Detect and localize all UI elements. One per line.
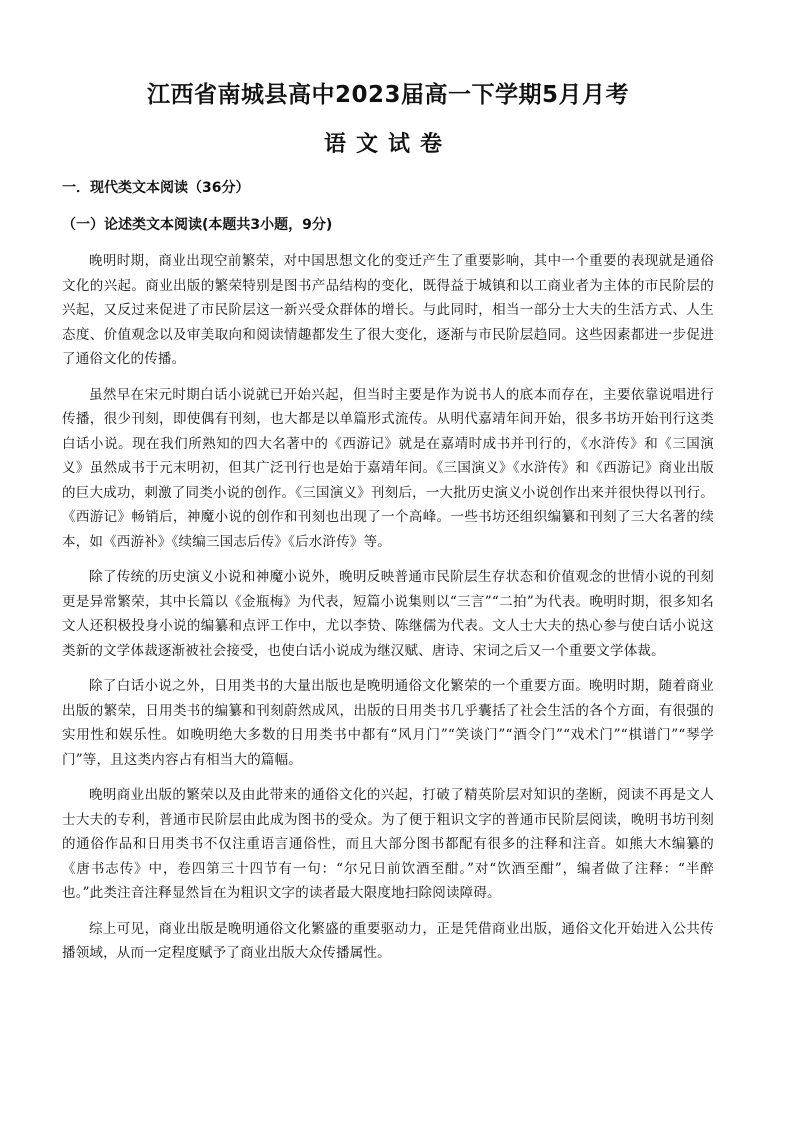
paragraph-1: 晚明时期，商业出现空前繁荣，对中国思想文化的变迁产生了重要影响，其中一个重要的表现就是通俗文化的兴起。商业出版的繁荣特别是图书产品结构的变化，既得益于城镇和以工商业者为主体的市民阶层的兴起，又反过来促进了市民阶层这一新兴受众群体的增长。与此同时，相当一部分士大夫的生活方式、人生态度、价值观念以及审美取向和阅读情趣都发生了很大变化，逐渐与市民阶层趋同。这些因素都进一步促进了通俗文化的传播。 — [62, 253, 714, 367]
paragraph-5: 晚明商业出版的繁荣以及由此带来的通俗文化的兴起，打破了精英阶层对知识的垄断，阅读不再是文人士大夫的专利，普通市民阶层由此成为图书的受众。为了便于粗识文字的普通市民阶层阅读，晚明书坊刊刻的通俗作品和日用类书不仅注重语言通俗性，而且大部分图书都配有很多的注释和注音。如熊大木编纂的《唐书志传》中，卷四第三十四节有一句：“尔兄日前饮酒至酣。”对“饮酒至酣”，编者做了注释：“半醉也。”此类注音注释显然旨在为粗识文字的读者最大限度地扫除阅读障碍。 — [62, 787, 714, 901]
paragraph-3: 除了传统的历史演义小说和神魔小说外，晚明反映普通市民阶层生存状态和价值观念的世情小说的刊刻更是异常繁荣，其中长篇以《金瓶梅》为代表，短篇小说集则以“三言”“二拍”为代表。晚明时期，很多知名文人还积极投身小说的编纂和点评工作中，尤以李贽、陈继儒为代表。文人士大夫的热心参与使白话小说这类新的文学体裁逐渐被社会接受，也使白话小说成为继汉赋、唐诗、宋词之后又一个重要文学体裁。 — [62, 569, 714, 659]
paragraph-4: 除了白话小说之外，日用类书的大量出版也是晚明通俗文化繁荣的一个重要方面。晚明时期，随着商业出版的繁荣，日用类书的编纂和刊刻蔚然成风，出版的日用类书几乎囊括了社会生活的各个方面，有很强的实用性和娱乐性。如晚明绝大多数的日用类书中都有“风月门”“笑谈门”“酒令门”“戏术门”“棋谱门”“琴学门”等，且这类内容占有相当大的篇幅。 — [62, 678, 714, 768]
subject-title: 语文试卷 — [323, 132, 452, 157]
paragraph-2: 虽然早在宋元时期白话小说就已开始兴起，但当时主要是作为说书人的底本而存在，主要依靠说唱进行传播，很少刊刻，即使偶有刊刻，也大都是以单篇形式流传。从明代嘉靖年间开始，很多书坊开始刊行这类白话小说。现在我们所熟知的四大名著中的《西游记》就是在嘉靖时成书并刊行的，《水浒传》和《三国演义》虽然成书于元末明初，但其广泛刊行也是始于嘉靖年间。《三国演义》《水浒传》和《西游记》商业出版的巨大成功，刺激了同类小说的创作。《三国演义》刊刻后，一大批历史演义小说创作出来并很快得以刊行。《西游记》畅销后，神魔小说的创作和刊刻也出现了一个高峰。一些书坊还组织编纂和刊刻了三大名著的续本，如《西游补》《续编三国志后传》《后水浒传》等。 — [62, 386, 714, 550]
exam-title: 江西省南城县高中2023届高一下学期5月月考 — [146, 82, 630, 108]
subsection-heading: （一）论述类文本阅读(本题共3小题，9分) — [62, 217, 333, 233]
paragraph-6: 综上可见，商业出版是晚明通俗文化繁盛的重要驱动力，正是凭借商业出版，通俗文化开始进入公共传播领域，从而一定程度赋予了商业出版大众传播属性。 — [62, 920, 714, 961]
section-heading: 一．现代类文本阅读（36分） — [62, 180, 250, 196]
